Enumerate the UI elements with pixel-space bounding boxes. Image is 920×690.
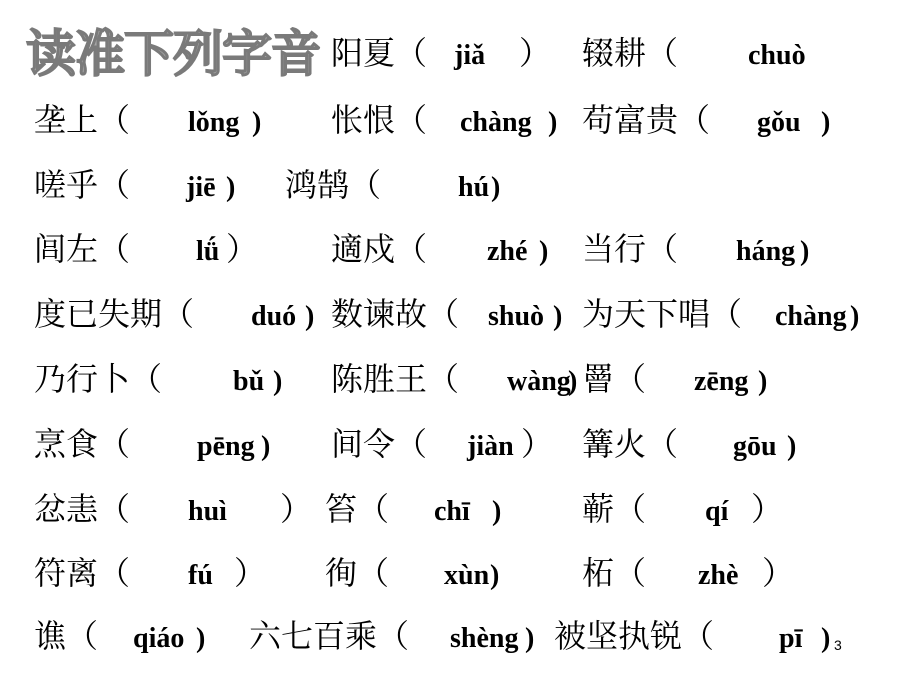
pinyin-text: huì xyxy=(188,496,227,527)
closing-paren: ) xyxy=(525,623,535,654)
word-text: 苟富贵（ xyxy=(582,101,711,139)
pinyin-text: shèng xyxy=(450,623,519,654)
word-text: 闾左（ xyxy=(34,230,131,268)
pinyin-text: qiáo xyxy=(133,623,185,654)
pinyin-text: pī xyxy=(779,623,803,654)
word-text: 嗟乎（ xyxy=(34,166,131,204)
pinyin-text: chàng xyxy=(775,301,847,332)
word-text: 笞（ xyxy=(325,490,390,528)
word-text: 篝火（ xyxy=(582,425,679,463)
word-text: 忿恚（ xyxy=(34,490,131,528)
word-text: 间令（ xyxy=(331,425,428,463)
slide-title: 读准下列字音 xyxy=(26,25,320,83)
word-text: 鸿鹄（ xyxy=(285,166,382,204)
pinyin-text: hú xyxy=(458,172,490,203)
word-text: 阳夏（ xyxy=(331,34,428,72)
closing-paren: ) xyxy=(252,107,262,138)
pinyin-text: bǔ xyxy=(233,366,265,397)
closing-paren: ） xyxy=(280,490,313,528)
word-text: 当行（ xyxy=(582,230,679,268)
closing-paren: ) xyxy=(568,366,578,397)
closing-paren: ) xyxy=(787,431,797,462)
word-text: 被坚执锐（ xyxy=(554,617,715,655)
closing-paren: ) xyxy=(821,107,831,138)
word-text: 为天下唱（ xyxy=(582,295,743,333)
closing-paren: ) xyxy=(553,301,563,332)
word-text: 柘（ xyxy=(582,554,647,592)
closing-paren: ) xyxy=(490,560,500,591)
word-text: 適戍（ xyxy=(331,230,428,268)
page-number: 3 xyxy=(834,637,842,653)
pinyin-text: zēng xyxy=(694,366,749,397)
pinyin-text: chī xyxy=(434,496,470,527)
closing-paren: ) xyxy=(196,623,206,654)
word-text: 陈胜王（ xyxy=(331,360,460,398)
word-text: 谯（ xyxy=(34,617,99,655)
word-text: 辍耕（ xyxy=(582,34,679,72)
closing-paren: ) xyxy=(850,301,860,332)
word-text: 烹食（ xyxy=(34,425,131,463)
pinyin-text: zhé xyxy=(487,236,528,267)
word-text: 徇（ xyxy=(325,554,390,592)
pinyin-text: shuò xyxy=(488,301,545,332)
pinyin-text: qí xyxy=(705,496,729,527)
pinyin-text: jiǎ xyxy=(454,40,486,71)
pinyin-text: háng xyxy=(736,236,796,267)
pinyin-text: wàng xyxy=(507,366,571,397)
closing-paren: ) xyxy=(758,366,768,397)
closing-paren: ） xyxy=(226,230,259,268)
pinyin-text: jiē xyxy=(186,172,216,203)
closing-paren: ） xyxy=(521,425,554,463)
word-text: 罾（ xyxy=(582,360,647,398)
pinyin-text: gǒu xyxy=(757,107,801,138)
word-text: 蕲（ xyxy=(582,490,647,528)
closing-paren: ) xyxy=(261,431,271,462)
closing-paren: ） xyxy=(762,554,795,592)
pinyin-text: xùn xyxy=(444,560,490,591)
pinyin-text: chuò xyxy=(748,40,806,71)
closing-paren: ） xyxy=(519,34,552,72)
word-text: 度已失期（ xyxy=(34,295,195,333)
word-text: 六七百乘（ xyxy=(249,617,410,655)
closing-paren: ） xyxy=(234,554,267,592)
closing-paren: ) xyxy=(226,172,236,203)
pinyin-text: pēng xyxy=(197,431,255,462)
word-text: 符离（ xyxy=(34,554,131,592)
pinyin-text: jiàn xyxy=(467,431,514,462)
pinyin-text: zhè xyxy=(698,560,739,591)
closing-paren: ) xyxy=(548,107,558,138)
pinyin-text: lǒng xyxy=(188,107,240,138)
word-text: 怅恨（ xyxy=(331,101,428,139)
closing-paren: ) xyxy=(539,236,549,267)
closing-paren: ) xyxy=(305,301,315,332)
closing-paren: ) xyxy=(491,172,501,203)
closing-paren: ) xyxy=(492,496,502,527)
word-text: 乃行卜（ xyxy=(34,360,163,398)
pinyin-text: duó xyxy=(251,301,297,332)
word-text: 数谏故（ xyxy=(331,295,460,333)
pinyin-text: lǘ xyxy=(196,236,220,267)
closing-paren: ） xyxy=(751,490,784,528)
pinyin-text: gōu xyxy=(733,431,777,462)
pinyin-text: fú xyxy=(188,560,213,591)
closing-paren: ) xyxy=(273,366,283,397)
closing-paren: ) xyxy=(821,623,831,654)
word-text: 垄上（ xyxy=(34,101,131,139)
closing-paren: ) xyxy=(800,236,810,267)
pinyin-text: chàng xyxy=(460,107,532,138)
